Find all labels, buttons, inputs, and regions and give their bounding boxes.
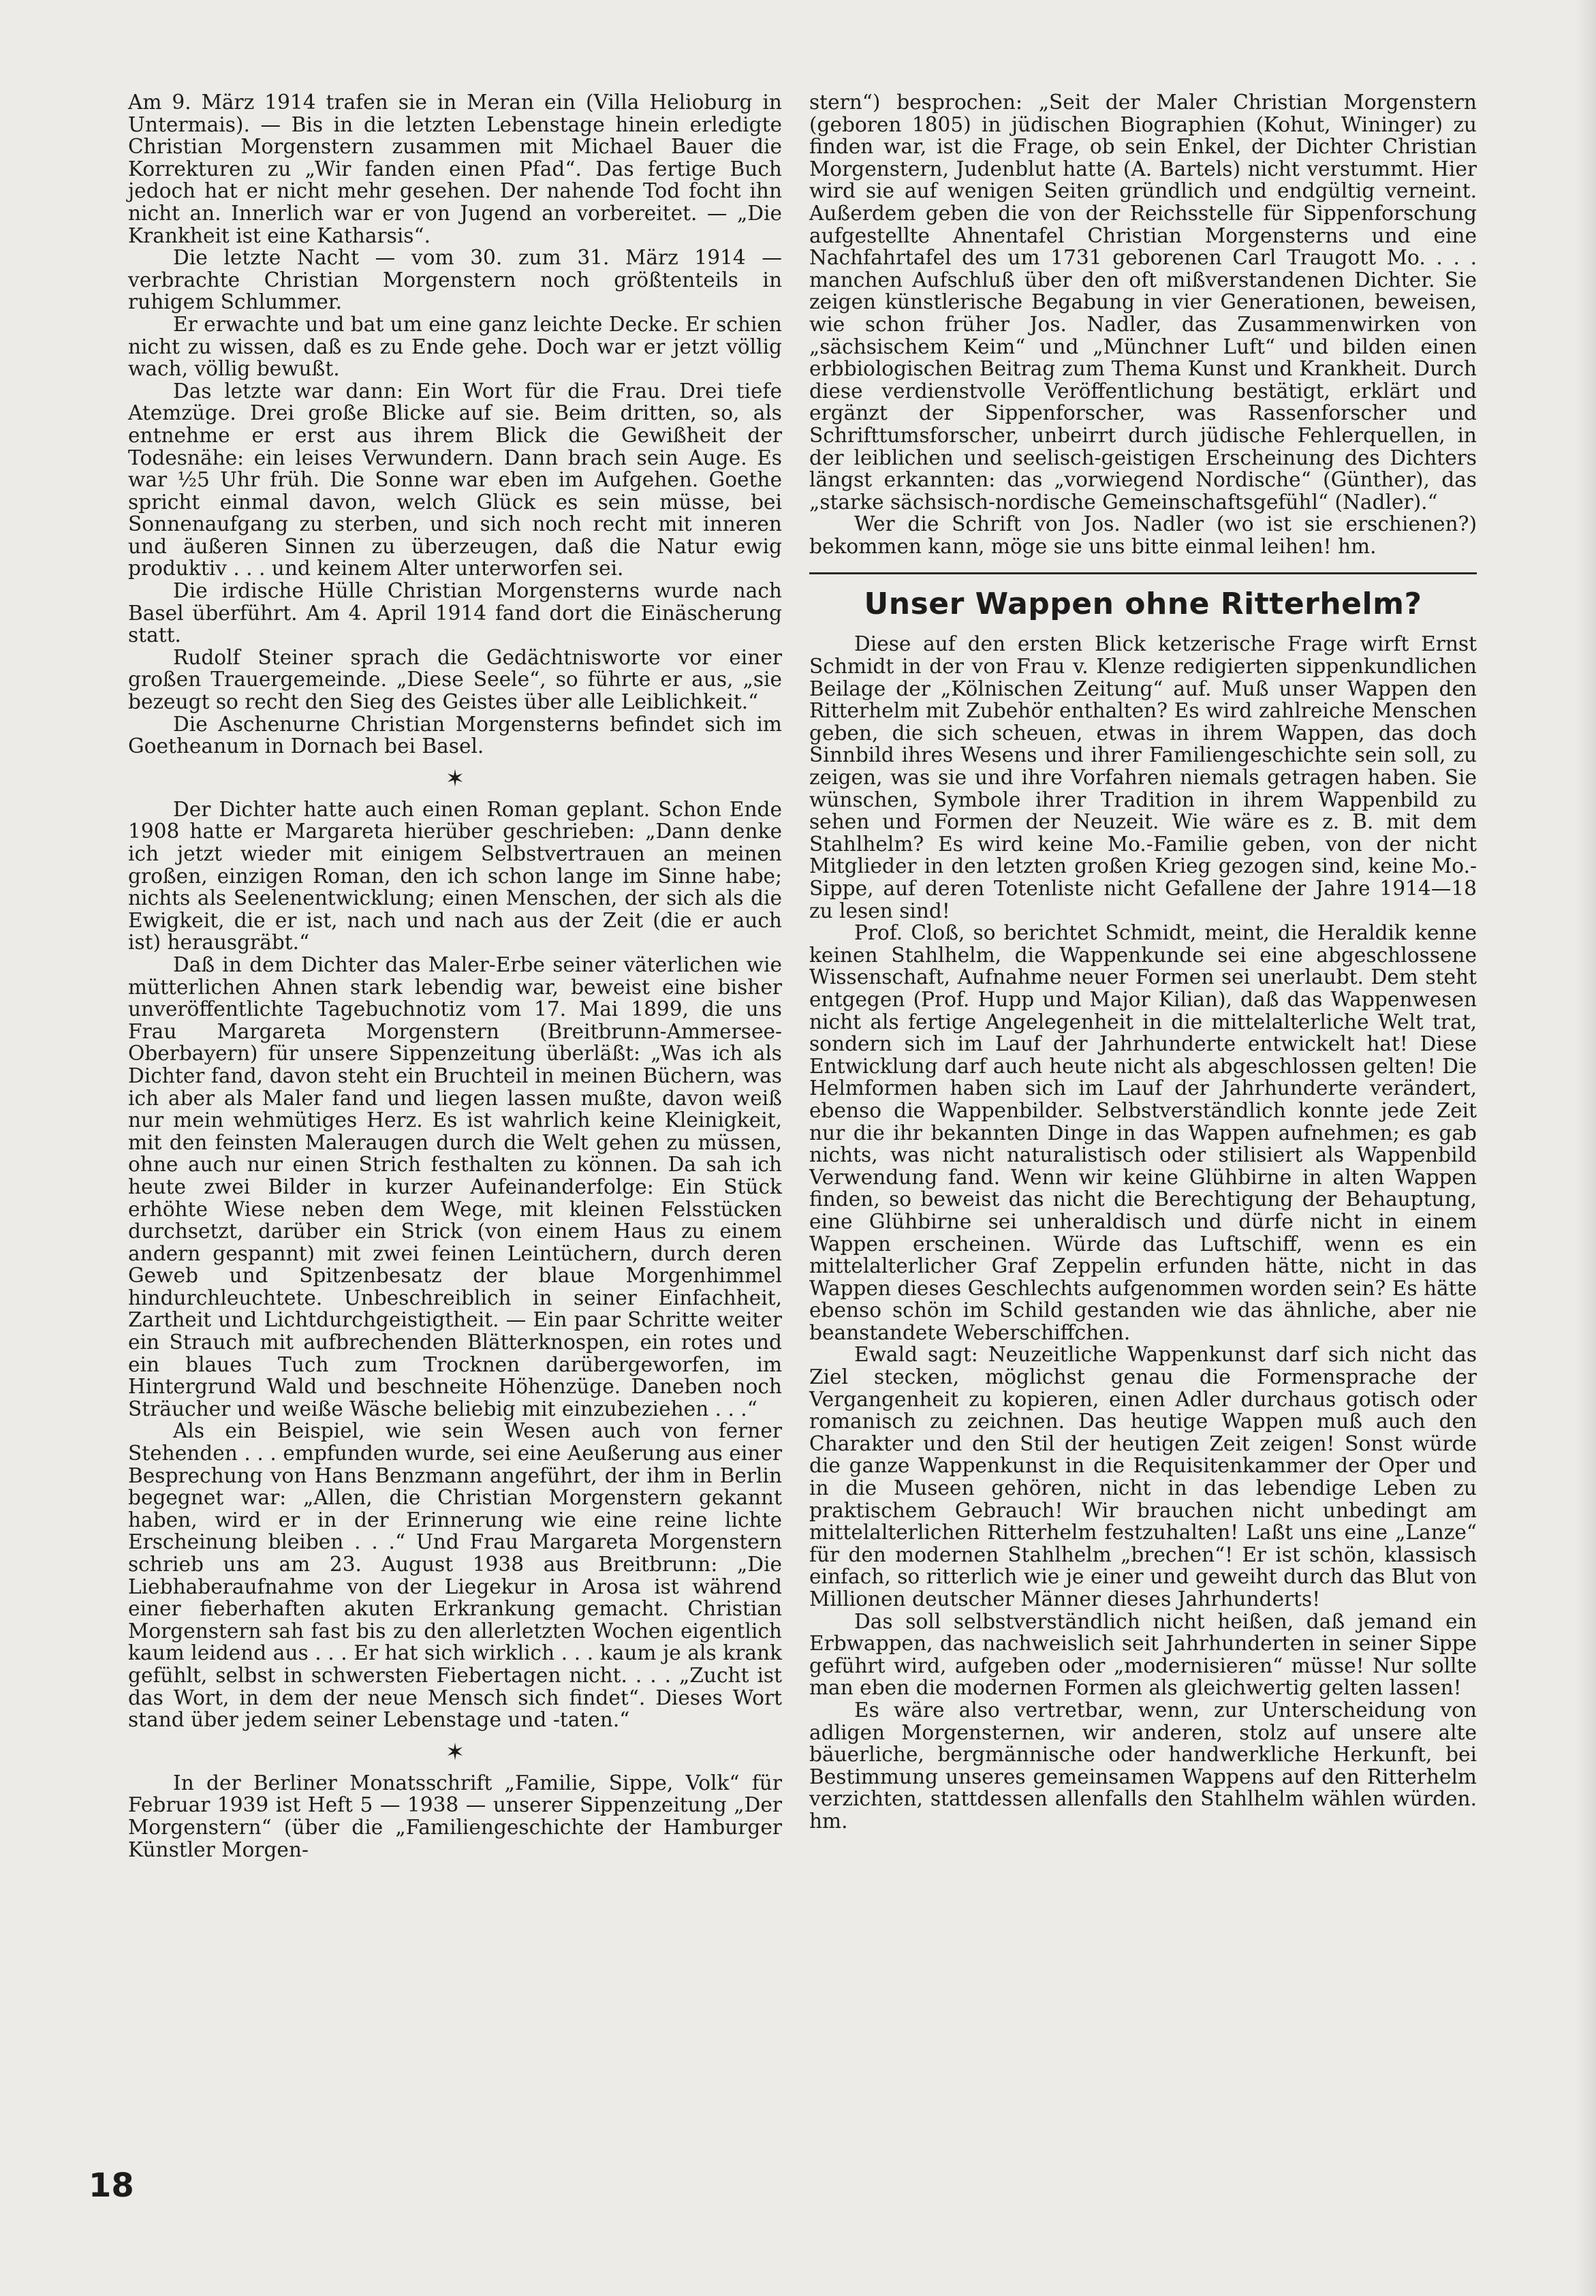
section-star-divider: ✶ (445, 764, 465, 792)
page-edge-shadow (1576, 0, 1596, 2296)
article-paragraph: Die letzte Nacht — vom 30. zum 31. März 1914 — verbrachte Christian Morgenstern noch größtenteils in ruhigem Schlummer. (128, 246, 782, 314)
article-paragraph: Diese auf den ersten Blick ketzerische Frage wirft Ernst Schmidt in der von Frau v. Klenze redigierten sippenkundlichen Beilage der „Kölnischen Zeitung“ auf. Muß unser Wappen den Ritterhelm mit Zubehör enthalten? Es wird zahlreiche Menschen geben, die sich scheuen, etwas in ihrem Wappen, das doch Sinnbild ihres Wesens und ihrer Familiengeschichte sein soll, zu zeigen, was sie und ihre Vorfahren niemals getragen haben. Sie wünschen, Symbole ihrer Tradition in ihrem Wappenbild zu sehen und Formen der Neuzeit. Wie wäre es z. B. mit dem Stahlhelm? Es wird keine Mo.-Familie geben, von der nicht Mitglieder in den letzten großen Krieg gezogen sind, keine Mo.-Sippe, auf deren Totenliste nicht Gefallene der Jahre 1914—18 zu lesen sind! (809, 632, 1477, 922)
article-paragraph: Das letzte war dann: Ein Wort für die Frau. Drei tiefe Atemzüge. Drei große Blicke auf sie. Beim dritten, so, als entnehme er erst aus ihrem Blick die Gewißheit der Todesnähe: ein leises Verwundern. Dann brach sein Auge. Es war ½5 Uhr früh. Die Sonne war eben im Aufgehen. Goethe spricht einmal davon, welch Glück es sein müsse, bei Sonnenaufgang zu sterben, und sich noch recht mit inneren und äußeren Sinnen zu überzeugen, daß die Natur ewig produktiv . . . und keinem Alter unterworfen sei. (128, 379, 782, 580)
article-paragraph: Die irdische Hülle Christian Morgensterns wurde nach Basel überführt. Am 4. April 1914 fand dort die Einäscherung statt. (128, 579, 782, 647)
article-paragraph: Rudolf Steiner sprach die Gedächtnisworte vor einer großen Trauergemeinde. „Diese Seele“, so führte er aus, „sie bezeugt so recht den Sieg des Geistes über alle Leiblichkeit.“ (128, 645, 782, 714)
left-column (128, 91, 782, 1861)
article-paragraph: Daß in dem Dichter das Maler-Erbe seiner väterlichen wie mütterlichen Ahnen stark lebendig war, beweist eine bisher unveröffentlichte Tagebuchnotiz vom 17. Mai 1899, die uns Frau Margareta Morgenstern (Breitbrunn-Ammersee-Oberbayern) für unsere Sippenzeitung überläßt: „Was ich als Dichter fand, davon steht ein Bruchteil in meinen Büchern, was ich aber als Maler fand und liegen lassen mußte, davon weiß nur mein wehmütiges Herz. Es ist wahrlich keine Kleinigkeit, mit den feinsten Maleraugen durch die Welt gehen zu müssen, ohne auch nur einen Strich festhalten zu können. Da sah ich heute zwei Bilder in kurzer Aufeinanderfolge: Ein Stück erhöhte Wiese neben dem Wege, mit kleinen Felsstücken durchsetzt, darüber ein Strick (von einem Haus zu einem andern gespannt) mit zwei feinen Leintüchern, durch deren Geweb und Spitzenbesatz der blaue Morgenhimmel hindurchleuchtete. Unbeschreiblich in seiner Einfachheit, Zartheit und Lichtdurchgeistigtheit. — Ein paar Schritte weiter ein Strauch mit aufbrechenden Blätterknospen, ein rotes und ein blaues Tuch zum Trocknen darübergeworfen, im Hintergrund Wald und beschneite Höhenzüge. Daneben noch Sträucher und weiße Wäsche beliebig mit einzubeziehen . . .“ (128, 952, 782, 1421)
article-paragraph: stern“) besprochen: „Seit der Maler Christian Morgenstern (geboren 1805) in jüdischen Biographien (Kohut, Wininger) zu finden war, ist die Frage, ob sein Enkel, der Dichter Christian Morgenstern, Judenblut hatte (A. Bartels) nicht verstummt. Hier wird sie auf wenigen Seiten gründlich und endgültig verneint. Außerdem geben die von der Reichsstelle für Sippenforschung aufgestellte Ahnentafel Christian Morgensterns und eine Nachfahrtafel des um 1731 geborenen Carl Traugott Mo. . . . manchen Aufschluß über den oft mißverstandenen Dichter. Sie zeigen künstlerische Begabung in vier Generationen, beweisen, wie schon früher Jos. Nadler, das Zusammenwirken von „sächsischem Keim“ und „Münchner Luft“ und bilden einen erbbiologischen Beitrag zum Thema Kunst und Krankheit. Durch diese verdienstvolle Veröffentlichung bestätigt, erklärt und ergänzt der Sippenforscher, was Rassenforscher und Schrifttumsforscher, unbeirrt durch jüdische Fehlerquellen, in der leiblichen und seelisch-geistigen Erscheinung des Dichters längst erkannten: das „vorwiegend Nordische“ (Günther), das „starke sächsisch-nordische Gemeinschaftsgefühl“ (Nadler).“ (809, 91, 1477, 514)
article-paragraph: Als ein Beispiel, wie sein Wesen auch von ferner Stehenden . . . empfunden wurde, sei eine Aeußerung aus einer Besprechung von Hans Benzmann angeführt, der ihm in Berlin begegnet war: „Allen, die Christian Morgenstern gekannt haben, wird er in der Erinnerung wie eine reine lichte Erscheinung bleiben . . .“ Und Frau Margareta Morgenstern schrieb uns am 23. August 1938 aus Breitbrunn: „Die Liebhaberaufnahme von der Liegekur in Arosa ist während einer fieberhaften akuten Erkrankung gemacht. Christian Morgenstern sah fast bis zu den allerletzten Wochen eigentlich kaum leidend aus . . . Er hat sich wirklich . . . kaum je als krank gefühlt, selbst in schwersten Fiebertagen nicht. . . . „Zucht ist das Wort, in dem der neue Mensch sich findet“. Dieses Wort stand über jedem seiner Lebenstage und -taten.“ (128, 1419, 782, 1732)
article-paragraph: Es wäre also vertretbar, wenn, zur Unterscheidung von adligen Morgensternen, wir anderen, stolz auf unsere alte bäuerliche, bergmännische oder handwerkliche Herkunft, bei Bestimmung unseres gemeinsamen Wappens auf den Ritterhelm verzichten, stattdessen allenfalls den Stahlhelm wählen würden. hm. (809, 1698, 1477, 1833)
article-paragraph: Die Aschenurne Christian Morgensterns befindet sich im Goetheanum in Dornach bei Basel. (128, 712, 782, 758)
right-column (809, 91, 1477, 1833)
page-number: 18 (89, 2167, 134, 2205)
section-divider-rule (809, 572, 1477, 574)
article-paragraph: Er erwachte und bat um eine ganz leichte Decke. Er schien nicht zu wissen, daß es zu Ende gehe. Doch war er jetzt völlig wach, völlig bewußt. (128, 312, 782, 381)
article-paragraph: Prof. Cloß, so berichtet Schmidt, meint, die Heraldik kenne keinen Stahlhelm, die Wappenkunde sei eine abgeschlossene Wissenschaft, Aufnahme neuer Formen sei unerlaubt. Dem steht entgegen (Prof. Hupp und Major Kilian), daß das Wappenwesen nicht als fertige Angelegenheit in die mittelalterliche Welt trat, sondern sich im Lauf der Jahrhunderte entwickelt hat! Diese Entwicklung darf auch heute nicht als abgeschlossen gelten! Die Helmformen haben sich im Lauf der Jahrhunderte verändert, ebenso die Wappenbilder. Selbstverständlich konnte jede Zeit nur die ihr bekannten Dinge in das Wappen aufnehmen; es gab nichts, was nicht naturalistisch oder stilisiert als Wappenbild Verwendung fand. Wenn wir keine Glühbirne in alten Wappen finden, so beweist das nicht die Berechtigung der Behauptung, eine Glühbirne sei unheraldisch und dürfe nicht in einem Wappen erscheinen. Würde das Luftschiff, wenn es ein mittelalterlicher Graf Zeppelin erfunden hätte, nicht in das Wappen dieses Geschlechts aufgenommen worden sein? Es hätte ebenso schön im Schild gestanden wie das ähnliche, aber nie beanstandete Weberschiffchen. (809, 921, 1477, 1344)
article-paragraph: Der Dichter hatte auch einen Roman geplant. Schon Ende 1908 hatte er Margareta hierüber geschrieben: „Dann denke ich jetzt wieder mit einigem Selbstvertrauen an meinen großen, einzigen Roman, den ich schon lange im Sinne habe; nichts als Seelenentwicklung; einen Menschen, der sich als die Ewigkeit, die er ist, nach und nach aus der Zeit (die er auch ist) herausgräbt.“ (128, 797, 782, 955)
article-paragraph: Wer die Schrift von Jos. Nadler (wo ist sie erschienen?) bekommen kann, möge sie uns bitte einmal leihen! hm. (809, 512, 1477, 558)
article-paragraph: Am 9. März 1914 trafen sie in Meran ein (Villa Helioburg in Untermais). — Bis in die letzten Lebenstage hinein erledigte Christian Morgenstern zusammen mit Michael Bauer die Korrekturen zu „Wir fanden einen Pfad“. Das fertige Buch jedoch hat er nicht mehr gesehen. Der nahende Tod focht ihn nicht an. Innerlich war er von Jugend an vorbereitet. — „Die Krankheit ist eine Katharsis“. (128, 91, 782, 247)
article-paragraph: Das soll selbstverständlich nicht heißen, daß jemand ein Erbwappen, das nachweislich seit Jahrhunderten in seiner Sippe geführt wird, aufgeben oder „modernisieren“ müsse! Nur sollte man eben die modernen Formen als gleichwertig gelten lassen! (809, 1609, 1477, 1700)
article-paragraph: In der Berliner Monatsschrift „Familie, Sippe, Volk“ für Februar 1939 ist Heft 5 — 1938 — unserer Sippenzeitung „Der Morgenstern“ (über die „Familiengeschichte der Hamburger Künstler Morgen- (128, 1771, 782, 1861)
article-paragraph: Ewald sagt: Neuzeitliche Wappenkunst darf sich nicht das Ziel stecken, möglichst genau die Formensprache der Vergangenheit zu kopieren, einen Adler durchaus gotisch oder romanisch zu zeichnen. Das heutige Wappen muß auch den Charakter und den Stil der heutigen Zeit zeigen! Sonst würde die ganze Wappenkunst in die Requisitenkammer der Oper und in die Museen gehören, nicht in das lebendige Leben zu praktischem Gebrauch! Wir brauchen nicht unbedingt am mittelalterlichen Ritterhelm festzuhalten! Laßt uns eine „Lanze“ für den modernen Stahlhelm „brechen“! Er ist schön, klassisch einfach, so ritterlich wie je einer und geweiht durch das Blut von Millionen deutscher Männer dieses Jahrhunderts! (809, 1343, 1477, 1611)
section-star-divider: ✶ (445, 1738, 465, 1766)
article-headline: Unser Wappen ohne Ritterhelm? (864, 587, 1422, 622)
